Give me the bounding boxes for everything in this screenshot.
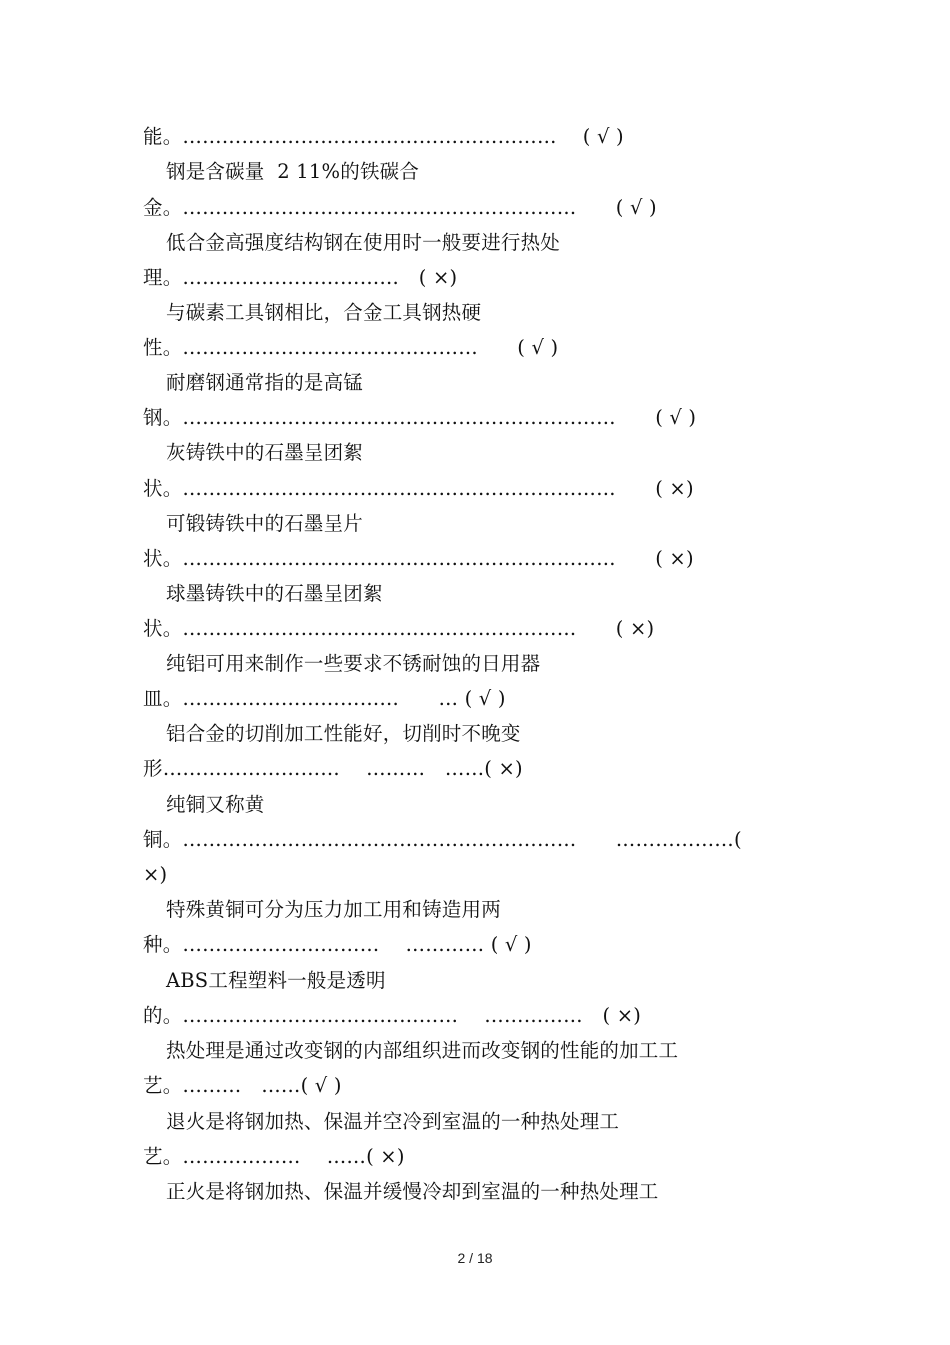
text-line: 形……………………… ……… ……( ×) (143, 757, 523, 780)
question-text: 纯铝可用来制作一些要求不锈耐蚀的日用器 (166, 652, 541, 675)
question-text: 与碳素工具钢相比，合金工具钢热硬 (166, 301, 482, 324)
question-text: 退火是将钢加热、保温并空冷到室温的一种热处理工 (166, 1110, 620, 1133)
question-text: 钢是含碳量 2 11%的铁碳合 (166, 160, 420, 183)
text-line: 状。………………………………………………………… ( ×) (143, 477, 694, 500)
question-text: 正火是将钢加热、保温并缓慢冷却到室温的一种热处理工 (166, 1180, 659, 1203)
question-text: 特殊黄铜可分为压力加工用和铸造用两 (166, 898, 501, 921)
text-line: 能。………………………………………………… ( √ ) (143, 125, 624, 148)
text-line: 理。…………………………… ( ×) (143, 266, 458, 289)
text-line: 铜。…………………………………………………… ………………( (143, 828, 742, 851)
text-line: 种。………………………… ………… ( √ ) (143, 933, 532, 956)
question-text: 耐磨钢通常指的是高锰 (166, 371, 364, 394)
page-number: 2 / 18 (457, 1250, 493, 1266)
text-line: 的。…………………………………… …………… ( ×) (143, 1004, 642, 1027)
question-text: 低合金高强度结构钢在使用时一般要进行热处 (166, 231, 561, 254)
question-text: 纯铜又称黄 (166, 793, 265, 816)
question-text: 可锻铸铁中的石墨呈片 (166, 512, 364, 535)
question-text: 热处理是通过改变钢的内部组织进而改变钢的性能的加工工 (166, 1039, 679, 1062)
question-text: 铝合金的切削加工性能好，切削时不晚变 (166, 722, 521, 745)
text-line: 金。…………………………………………………… ( √ ) (143, 196, 657, 219)
question-text: 球墨铸铁中的石墨呈团絮 (166, 582, 383, 605)
question-text: ABS工程塑料一般是透明 (166, 969, 386, 992)
question-text: 灰铸铁中的石墨呈团絮 (166, 441, 364, 464)
text-line: 皿。…………………………… … ( √ ) (143, 687, 506, 710)
text-line: ×) (143, 863, 168, 886)
text-line: 状。………………………………………………………… ( ×) (143, 547, 694, 570)
text-line: 状。…………………………………………………… ( ×) (143, 617, 655, 640)
text-line: 艺。……… ……( √ ) (143, 1074, 342, 1097)
text-line: 艺。……………… ……( ×) (143, 1145, 405, 1168)
text-line: 性。……………………………………… ( √ ) (143, 336, 559, 359)
text-line: 钢。………………………………………………………… ( √ ) (143, 406, 697, 429)
